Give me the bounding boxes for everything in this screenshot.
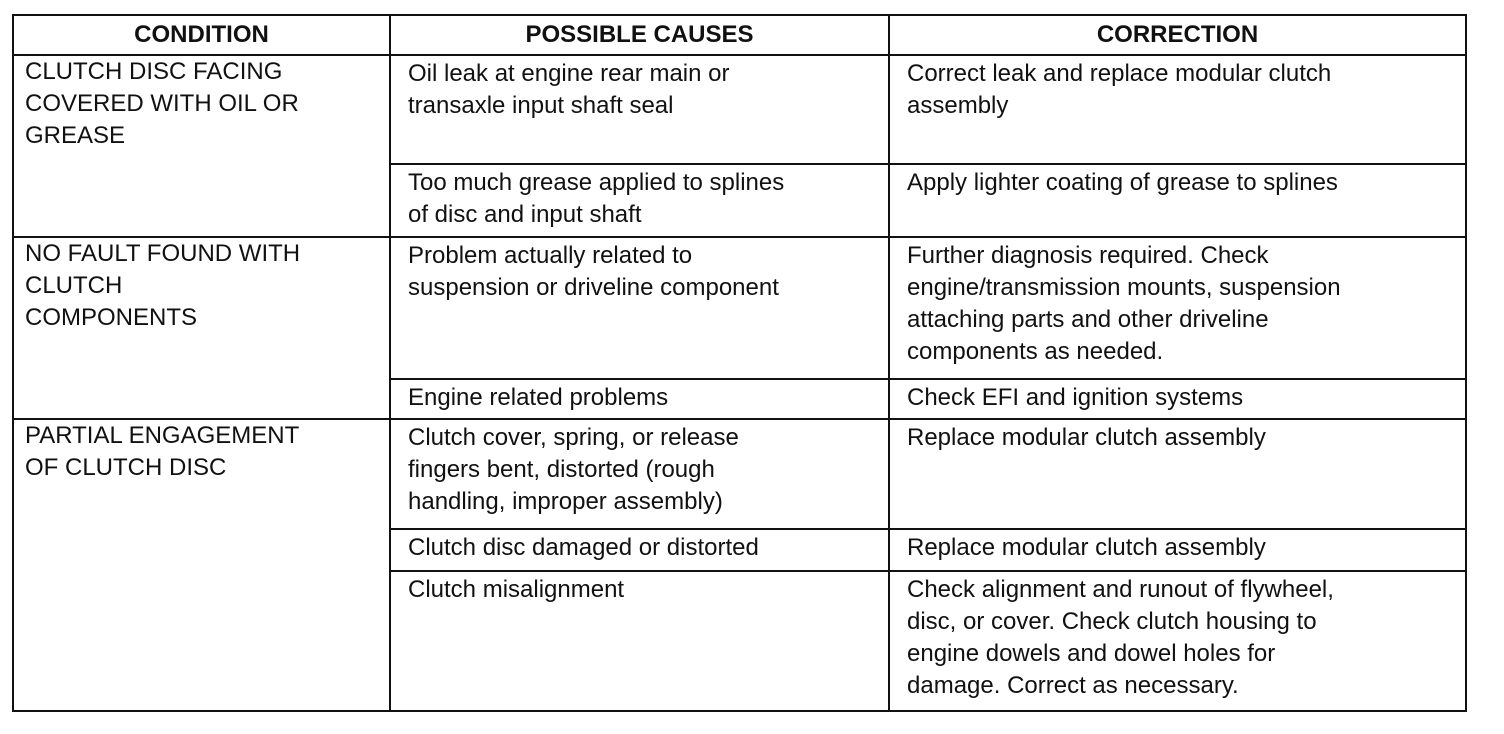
condition-cell: PARTIAL ENGAGEMENT OF CLUTCH DISC <box>13 419 390 711</box>
header-possible-causes: POSSIBLE CAUSES <box>390 15 889 55</box>
correction-cell: Further diagnosis required. Check engine/transmission mounts, suspension attaching parts and other driveline components as needed. <box>889 237 1466 379</box>
cause-cell: Engine related problems <box>390 379 889 419</box>
cause-cell: Clutch misalignment <box>390 571 889 711</box>
table-row <box>13 55 1466 164</box>
cause-cell: Oil leak at engine rear main or transaxle input shaft seal <box>390 55 889 164</box>
table-row <box>13 237 1466 379</box>
correction-cell: Replace modular clutch assembly <box>889 419 1466 529</box>
header-condition: CONDITION <box>13 15 390 55</box>
condition-cell: CLUTCH DISC FACING COVERED WITH OIL OR GREASE <box>13 55 390 237</box>
condition-cell: NO FAULT FOUND WITH CLUTCH COMPONENTS <box>13 237 390 419</box>
header-row <box>13 15 1466 55</box>
correction-cell: Check EFI and ignition systems <box>889 379 1466 419</box>
cause-cell: Too much grease applied to splines of disc and input shaft <box>390 164 889 237</box>
cause-cell: Clutch disc damaged or distorted <box>390 529 889 571</box>
cause-cell: Problem actually related to suspension or driveline component <box>390 237 889 379</box>
correction-cell: Check alignment and runout of flywheel, disc, or cover. Check clutch housing to engine dowels and dowel holes for damage. Correct as necessary. <box>889 571 1466 711</box>
table-row <box>13 419 1466 529</box>
cause-cell: Clutch cover, spring, or release fingers bent, distorted (rough handling, improper assembly) <box>390 419 889 529</box>
header-correction: CORRECTION <box>889 15 1466 55</box>
correction-cell: Replace modular clutch assembly <box>889 529 1466 571</box>
correction-cell: Correct leak and replace modular clutch assembly <box>889 55 1466 164</box>
diagnosis-table <box>12 14 1467 712</box>
correction-cell: Apply lighter coating of grease to splines <box>889 164 1466 237</box>
